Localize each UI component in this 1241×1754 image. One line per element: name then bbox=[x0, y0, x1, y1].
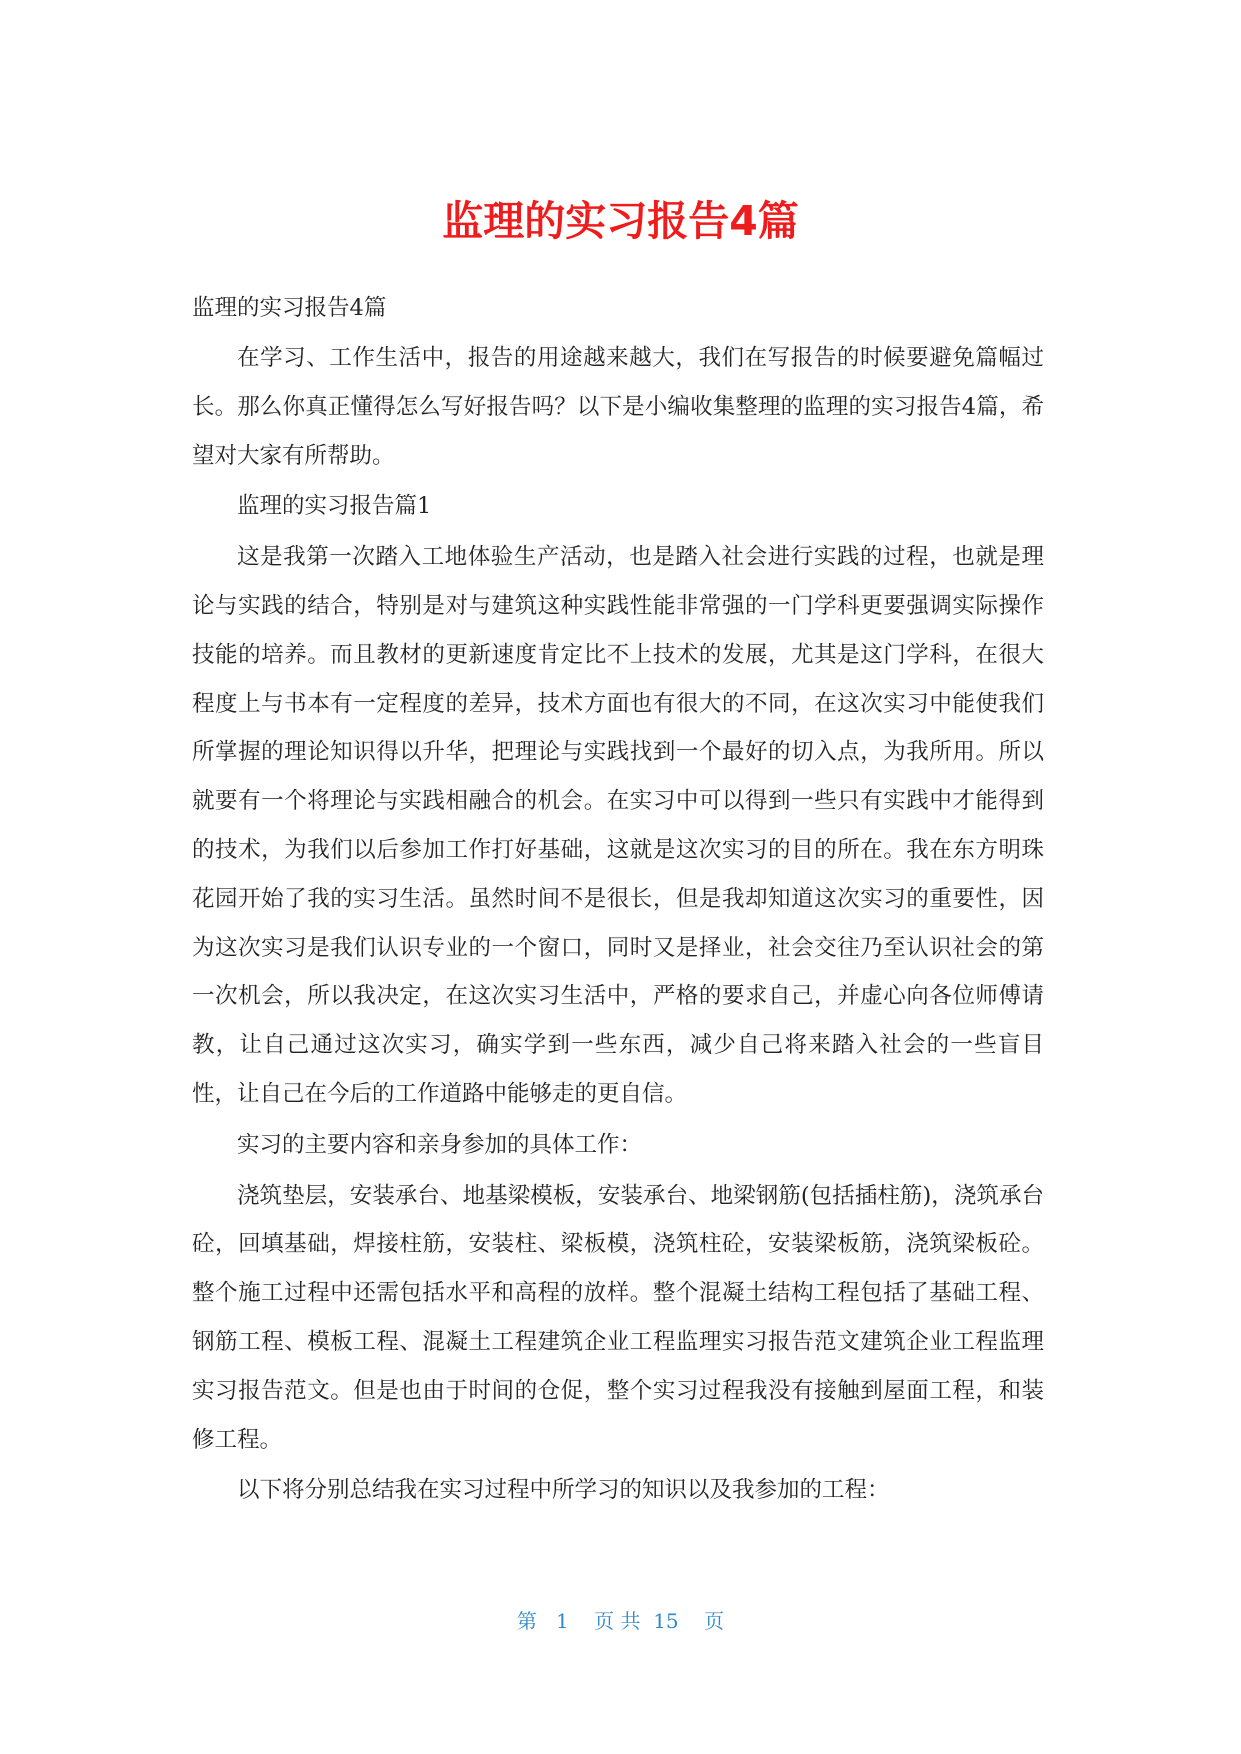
body-paragraph-2: 浇筑垫层，安装承台、地基梁模板，安装承台、地梁钢筋(包括插柱筋)，浇筑承台砼，回填基础，焊接柱筋，安装柱、梁板模，浇筑柱砼，安装梁板筋，浇筑梁板砼。整个施工过程中还需包括水平和高程的放样。整个混凝土结构工程包括了基础工程、钢筋工程、模板工程、混凝土工程建筑企业工程监理实习报告范文建筑企业工程监理实习报告范文。但是也由于时间的仓促，整个实习过程我没有接触到屋面工程，和装修工程。 bbox=[192, 1182, 1044, 1453]
work-content-heading: 实习的主要内容和亲身参加的具体工作： bbox=[237, 1131, 643, 1158]
body-paragraph-3: 以下将分别总结我在实习过程中所学习的知识以及我参加的工程： bbox=[237, 1477, 890, 1504]
intro-paragraph: 在学习、工作生活中，报告的用途越来越大，我们在写报告的时候要避免篇幅过长。那么你真正懂得怎么写好报告吗？以下是小编收集整理的监理的实习报告4篇，希望对大家有所帮助。 bbox=[192, 345, 1044, 469]
document-title: 监理的实习报告4篇 bbox=[442, 197, 799, 245]
body-paragraph-1: 这是我第一次踏入工地体验生产活动，也是踏入社会进行实践的过程，也就是理论与实践的结合，特别是对与建筑这种实践性能非常强的一门学科更要强调实际操作技能的培养。而且教材的更新速度肯定比不上技术的发展，尤其是这门学科，在很大程度上与书本有一定程度的差异，技术方面也有很大的不同，在这次实习中能使我们所掌握的理论知识得以升华，把理论与实践找到一个最好的切入点，为我所用。所以就要有一个将理论与实践相融合的机会。在实习中可以得到一些只有实践中才能得到的技术，为我们以后参加工作打好基础，这就是这次实习的目的所在。我在东方明珠花园开始了我的实习生活。虽然时间不是很长，但是我却知道这次实习的重要性，因为这次实习是我们认识专业的一个窗口，同时又是择业，社会交往乃至认识社会的第一次机会，所以我决定，在这次实习生活中，严格的要求自己，并虚心向各位师傅请教，让自己通过这次实习，确实学到一些东西，减少自己将来踏入社会的一些盲目性，让自己在今后的工作道路中能够走的更自信。 bbox=[192, 544, 1044, 1107]
page-number-footer: 第 1 页 共 15 页 bbox=[516, 1609, 725, 1633]
document-subtitle: 监理的实习报告4篇 bbox=[192, 295, 387, 321]
section-heading-1: 监理的实习报告篇1 bbox=[237, 493, 432, 520]
document-body bbox=[192, 284, 1044, 1515]
